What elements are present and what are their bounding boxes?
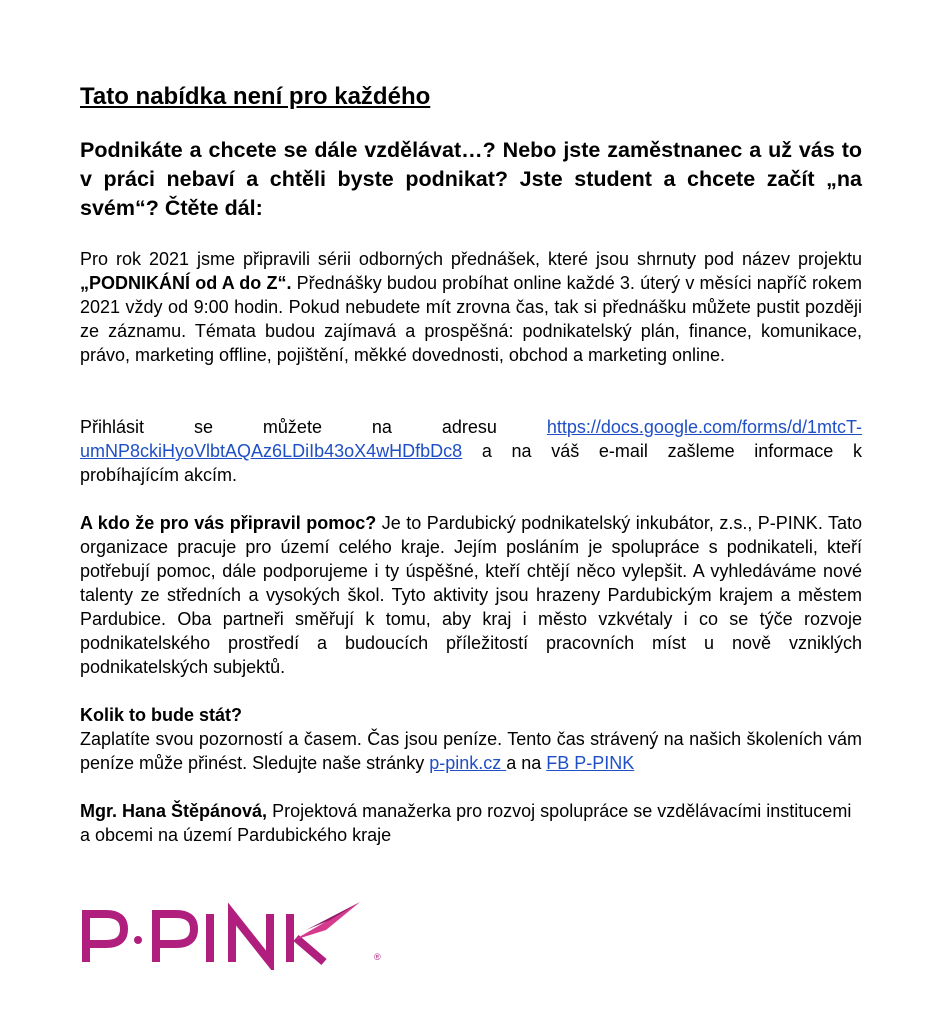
intro-paragraph	[80, 247, 862, 367]
logo-dot	[134, 936, 142, 944]
lead-paragraph: Podnikáte a chcete se dále vzdělávat…? Nebo jste zaměstnanec a už vás to v práci nebaví a chtěli byste podnikat? Jste student a chcete začít „na svém“? Čtěte dál:	[80, 138, 862, 220]
fb-p-pink-link[interactable]: FB P-PINK	[546, 753, 635, 773]
signup-text-before: Přihlásit se můžete na adresu	[80, 417, 547, 437]
signature-role: Projektová manažerka pro rozvoj spolupráce se vzdělávacími institucemi a obcemi na území Pardubického kraje	[80, 801, 852, 845]
signup-form-link[interactable]: https://docs.google.com/forms/d/1mtcT-umNP8ckiHyoVlbtAQAz6LDiIb43oX4wHDfbDc8	[80, 417, 862, 461]
cost-middle: a na	[506, 753, 547, 773]
logo-letter-k	[290, 914, 324, 962]
signature-name: Mgr. Hana Štěpánová,	[80, 801, 268, 821]
logo-letter-i	[206, 914, 214, 962]
cost-heading: Kolik to bude stát?	[80, 705, 242, 725]
logo-letter-n	[232, 914, 270, 962]
p-pink-website-link[interactable]: p-pink.cz	[429, 753, 507, 773]
logo-letter-p2	[156, 914, 194, 962]
logo-letter-p1	[86, 914, 124, 962]
project-name: „PODNIKÁNÍ od A do Z“.	[80, 273, 292, 293]
p-pink-logo	[80, 900, 410, 970]
intro-text-1: Pro rok 2021 jsme připravili sérii odborných přednášek, které jsou shrnuty pod název projektu	[80, 249, 862, 269]
cost-text: Zaplatíte svou pozorností a časem. Čas jsou peníze. Tento čas strávený na našich školeních vám peníze může přinést. Sledujte naše stránky	[80, 729, 862, 773]
document-page	[80, 82, 862, 847]
about-text: Je to Pardubický podnikatelský inkubátor, z.s., P-PINK. Tato organizace pracuje pro území celého kraje. Jejím posláním je spolupráce s podnikateli, kteří potřebují pomoc, dále podporujeme i ty úspěšné, kteří chtějí něco vylepšit. A vyhledáváme nové talenty ze středních a vysokých škol. Tyto aktivity jsou hrazeny Pardubickým krajem a městem Pardubice. Oba partneři směřují k tomu, aby kraj i město vzkvétaly i co se týče rozvoje podnikatelského prostředí a budoucích příležitostí pracovních míst u nově vzniklých podnikatelských subjektů.	[80, 513, 862, 677]
cost-paragraph	[80, 727, 862, 775]
signup-paragraph	[80, 415, 862, 487]
intro-text-2: Přednášky budou probíhat online každé 3. úterý v měsíci napříč rokem 2021 vždy od 9:00 hodin. Pokud nebudete mít zrovna čas, tak si přednášku můžete pustit později ze záznamu. Témata budou zajímavá a prospěšná: podnikatelský plán, finance, komunikace, právo, marketing offline, pojištění, měkké dovednosti, obchod a marketing online.	[80, 273, 862, 365]
about-paragraph	[80, 511, 862, 679]
page-title: Tato nabídka není pro každého	[80, 83, 431, 110]
signup-text-after: a na váš e-mail zašleme informace k probíhajícím akcím.	[80, 441, 862, 485]
signature-paragraph	[80, 799, 862, 847]
about-question: A kdo že pro vás připravil pomoc?	[80, 513, 377, 533]
logo-registered-mark: ®	[374, 952, 381, 962]
